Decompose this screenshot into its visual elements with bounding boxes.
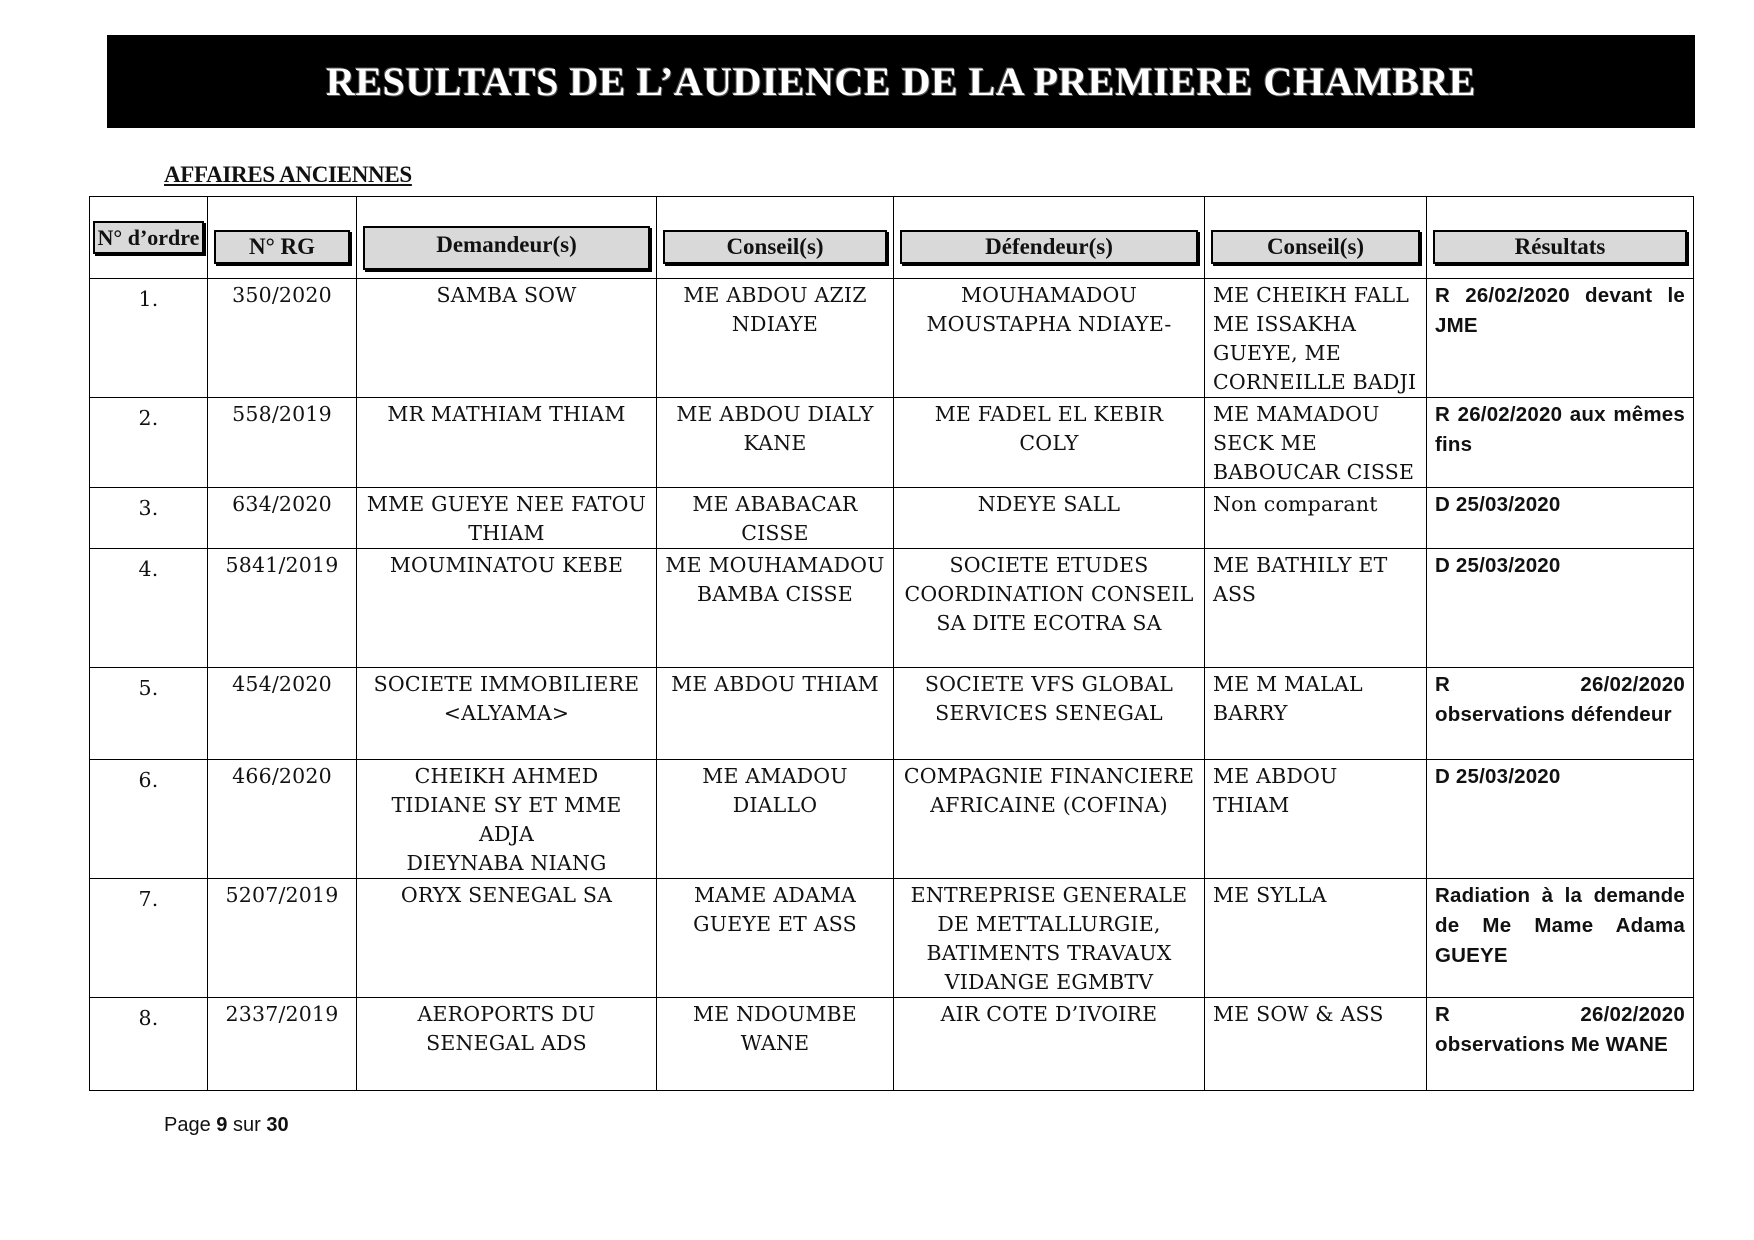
cell-order <box>90 398 208 488</box>
cell-defendant <box>894 879 1205 998</box>
col-header-order-label: N° d’ordre <box>93 221 204 254</box>
col-header-plaintiff <box>357 197 657 279</box>
cell-rg-text: 634/2020 <box>232 492 332 516</box>
cell-defendant-text: ENTREPRISE GENERALE DE METTALLURGIE, BATIMENTS TRAVAUX VIDANGE EGMBTV <box>910 883 1188 994</box>
page-title: RESULTATS DE L’AUDIENCE DE LA PREMIERE CHAMBRE <box>326 59 1476 104</box>
title-banner <box>107 35 1695 128</box>
cell-results-text: D 25/03/2020 <box>1435 554 1561 577</box>
cell-counsel1 <box>657 760 894 879</box>
cell-rg <box>208 668 357 760</box>
cell-counsel1-text: ME NDOUMBE WANE <box>693 1002 857 1055</box>
cell-counsel2-text: ME ABDOU THIAM <box>1213 764 1338 817</box>
cell-defendant-text: SOCIETE ETUDES COORDINATION CONSEIL SA DITE ECOTRA SA <box>904 553 1194 635</box>
cell-plaintiff-text: CHEIKH AHMED TIDIANE SY ET MME ADJA DIEYNABA NIANG <box>391 764 622 875</box>
cell-defendant-text: NDEYE SALL <box>977 492 1121 516</box>
cell-results-text: Radiation à la demande de Me Mame Adama GUEYE <box>1435 884 1685 967</box>
cell-plaintiff <box>357 760 657 879</box>
cell-results <box>1427 879 1694 998</box>
cell-plaintiff-text: AEROPORTS DU SENEGAL ADS <box>417 1002 596 1055</box>
cell-counsel1 <box>657 488 894 549</box>
cell-rg-text: 466/2020 <box>232 764 332 788</box>
cell-results <box>1427 998 1694 1091</box>
table-row <box>90 668 1694 760</box>
cell-plaintiff-text: ORYX SENEGAL SA <box>400 883 613 907</box>
cell-counsel1 <box>657 879 894 998</box>
table-row <box>90 398 1694 488</box>
cell-defendant <box>894 279 1205 398</box>
page-separator: sur <box>232 1114 261 1136</box>
cell-plaintiff-text: MME GUEYE NEE FATOU THIAM <box>366 492 647 545</box>
cell-results <box>1427 398 1694 488</box>
section-heading: AFFAIRES ANCIENNES <box>164 162 412 187</box>
cell-counsel2-text: ME MAMADOU SECK ME BABOUCAR CISSE <box>1213 402 1415 484</box>
table-row <box>90 549 1694 668</box>
cell-counsel2-text: ME SYLLA <box>1213 883 1327 907</box>
cell-plaintiff <box>357 398 657 488</box>
cell-order-text: 1. <box>138 287 159 311</box>
table-header-row <box>90 197 1694 279</box>
cell-counsel1 <box>657 398 894 488</box>
cell-results-text: R 26/02/2020 observations Me WANE <box>1435 1003 1685 1056</box>
cell-defendant <box>894 760 1205 879</box>
cell-defendant <box>894 668 1205 760</box>
cell-results-text: D 25/03/2020 <box>1435 765 1561 788</box>
cell-counsel2 <box>1205 488 1427 549</box>
cell-counsel2-text: ME CHEIKH FALL ME ISSAKHA GUEYE, ME CORNEILLE BADJI <box>1213 283 1417 394</box>
cell-counsel1 <box>657 998 894 1091</box>
page-current: 9 <box>216 1114 228 1136</box>
cell-counsel2 <box>1205 998 1427 1091</box>
cell-results <box>1427 760 1694 879</box>
cell-rg <box>208 279 357 398</box>
cell-counsel1-text: ME ABDOU DIALY KANE <box>676 402 874 455</box>
cell-counsel2 <box>1205 879 1427 998</box>
cell-counsel1 <box>657 549 894 668</box>
cell-counsel2-text: ME M MALAL BARRY <box>1213 672 1363 725</box>
col-header-counsel1-label: Conseil(s) <box>663 230 887 264</box>
cell-rg <box>208 879 357 998</box>
cell-defendant <box>894 398 1205 488</box>
cell-defendant <box>894 998 1205 1091</box>
cell-counsel2 <box>1205 549 1427 668</box>
page-total: 30 <box>266 1114 289 1136</box>
col-header-results <box>1427 197 1694 279</box>
cell-counsel1-text: ME ABDOU AZIZ NDIAYE <box>683 283 867 336</box>
cell-defendant <box>894 549 1205 668</box>
cell-plaintiff-text: SAMBA SOW <box>436 283 577 307</box>
cell-counsel1-text: ME ABABACAR CISSE <box>692 492 858 545</box>
cell-counsel1 <box>657 668 894 760</box>
cell-counsel1 <box>657 279 894 398</box>
table-row <box>90 760 1694 879</box>
page-prefix: Page <box>164 1114 211 1136</box>
cell-counsel1-text: ME AMADOU DIALLO <box>702 764 848 817</box>
cell-counsel2-text: ME SOW & ASS <box>1213 1002 1384 1026</box>
cell-rg-text: 5841/2019 <box>225 553 339 577</box>
col-header-rg-label: N° RG <box>214 230 350 264</box>
cell-rg <box>208 398 357 488</box>
cell-counsel2 <box>1205 398 1427 488</box>
cell-plaintiff <box>357 279 657 398</box>
col-header-counsel1 <box>657 197 894 279</box>
cell-plaintiff <box>357 549 657 668</box>
col-header-plaintiff-label: Demandeur(s) <box>363 226 650 270</box>
table-row <box>90 279 1694 398</box>
table-row <box>90 879 1694 998</box>
page-footer <box>164 1114 289 1137</box>
cell-order <box>90 998 208 1091</box>
cell-order-text: 5. <box>138 676 159 700</box>
cell-order <box>90 549 208 668</box>
cell-rg-text: 2337/2019 <box>225 1002 339 1026</box>
cell-plaintiff-text: MOUMINATOU KEBE <box>389 553 624 577</box>
cell-order <box>90 760 208 879</box>
table-row <box>90 488 1694 549</box>
cell-order-text: 8. <box>138 1006 159 1030</box>
cell-plaintiff <box>357 879 657 998</box>
cell-defendant-text: ME FADEL EL KEBIR COLY <box>934 402 1164 455</box>
cell-counsel1-text: ME ABDOU THIAM <box>671 672 879 696</box>
cell-counsel2 <box>1205 760 1427 879</box>
cell-order-text: 4. <box>138 557 159 581</box>
cell-counsel1-text: ME MOUHAMADOU BAMBA CISSE <box>665 553 885 606</box>
cell-defendant-text: SOCIETE VFS GLOBAL SERVICES SENEGAL <box>924 672 1174 725</box>
cell-order <box>90 488 208 549</box>
cell-order-text: 7. <box>138 887 159 911</box>
cell-plaintiff <box>357 668 657 760</box>
cell-order-text: 2. <box>138 406 159 430</box>
cell-order-text: 3. <box>138 496 159 520</box>
cell-results-text: R 26/02/2020 aux mêmes fins <box>1435 403 1685 456</box>
cell-results <box>1427 279 1694 398</box>
cell-rg <box>208 760 357 879</box>
cell-plaintiff-text: MR MATHIAM THIAM <box>387 402 626 426</box>
cell-counsel2 <box>1205 279 1427 398</box>
cell-counsel2 <box>1205 668 1427 760</box>
cell-rg-text: 454/2020 <box>232 672 332 696</box>
cell-rg <box>208 998 357 1091</box>
col-header-counsel2-label: Conseil(s) <box>1211 230 1420 264</box>
cell-plaintiff <box>357 998 657 1091</box>
cell-plaintiff <box>357 488 657 549</box>
cell-results-text: D 25/03/2020 <box>1435 493 1561 516</box>
table-row <box>90 998 1694 1091</box>
cell-counsel2-text: Non comparant <box>1213 492 1378 516</box>
col-header-counsel2 <box>1205 197 1427 279</box>
cell-plaintiff-text: SOCIETE IMMOBILIERE <ALYAMA> <box>373 672 640 725</box>
cell-results <box>1427 488 1694 549</box>
col-header-results-label: Résultats <box>1433 230 1687 264</box>
cell-rg-text: 5207/2019 <box>225 883 339 907</box>
cases-table <box>89 196 1694 1091</box>
cell-counsel1-text: MAME ADAMA GUEYE ET ASS <box>693 883 857 936</box>
cell-results-text: R 26/02/2020 devant le JME <box>1435 284 1685 337</box>
cell-counsel2-text: ME BATHILY ET ASS <box>1213 553 1388 606</box>
cell-results-text: R 26/02/2020 observations défendeur <box>1435 673 1685 726</box>
col-header-defendant-label: Défendeur(s) <box>900 230 1198 264</box>
col-header-rg <box>208 197 357 279</box>
cell-defendant <box>894 488 1205 549</box>
cell-order <box>90 879 208 998</box>
cell-results <box>1427 668 1694 760</box>
cell-defendant-text: MOUHAMADOU MOUSTAPHA NDIAYE- <box>926 283 1172 336</box>
cell-rg-text: 350/2020 <box>232 283 332 307</box>
cell-defendant-text: COMPAGNIE FINANCIERE AFRICAINE (COFINA) <box>903 764 1195 817</box>
cell-order <box>90 279 208 398</box>
cell-order-text: 6. <box>138 768 159 792</box>
cell-rg <box>208 488 357 549</box>
cell-defendant-text: AIR COTE D’IVOIRE <box>940 1002 1158 1026</box>
cell-rg <box>208 549 357 668</box>
cell-results <box>1427 549 1694 668</box>
col-header-order <box>90 197 208 279</box>
cell-order <box>90 668 208 760</box>
cell-rg-text: 558/2019 <box>232 402 332 426</box>
col-header-defendant <box>894 197 1205 279</box>
